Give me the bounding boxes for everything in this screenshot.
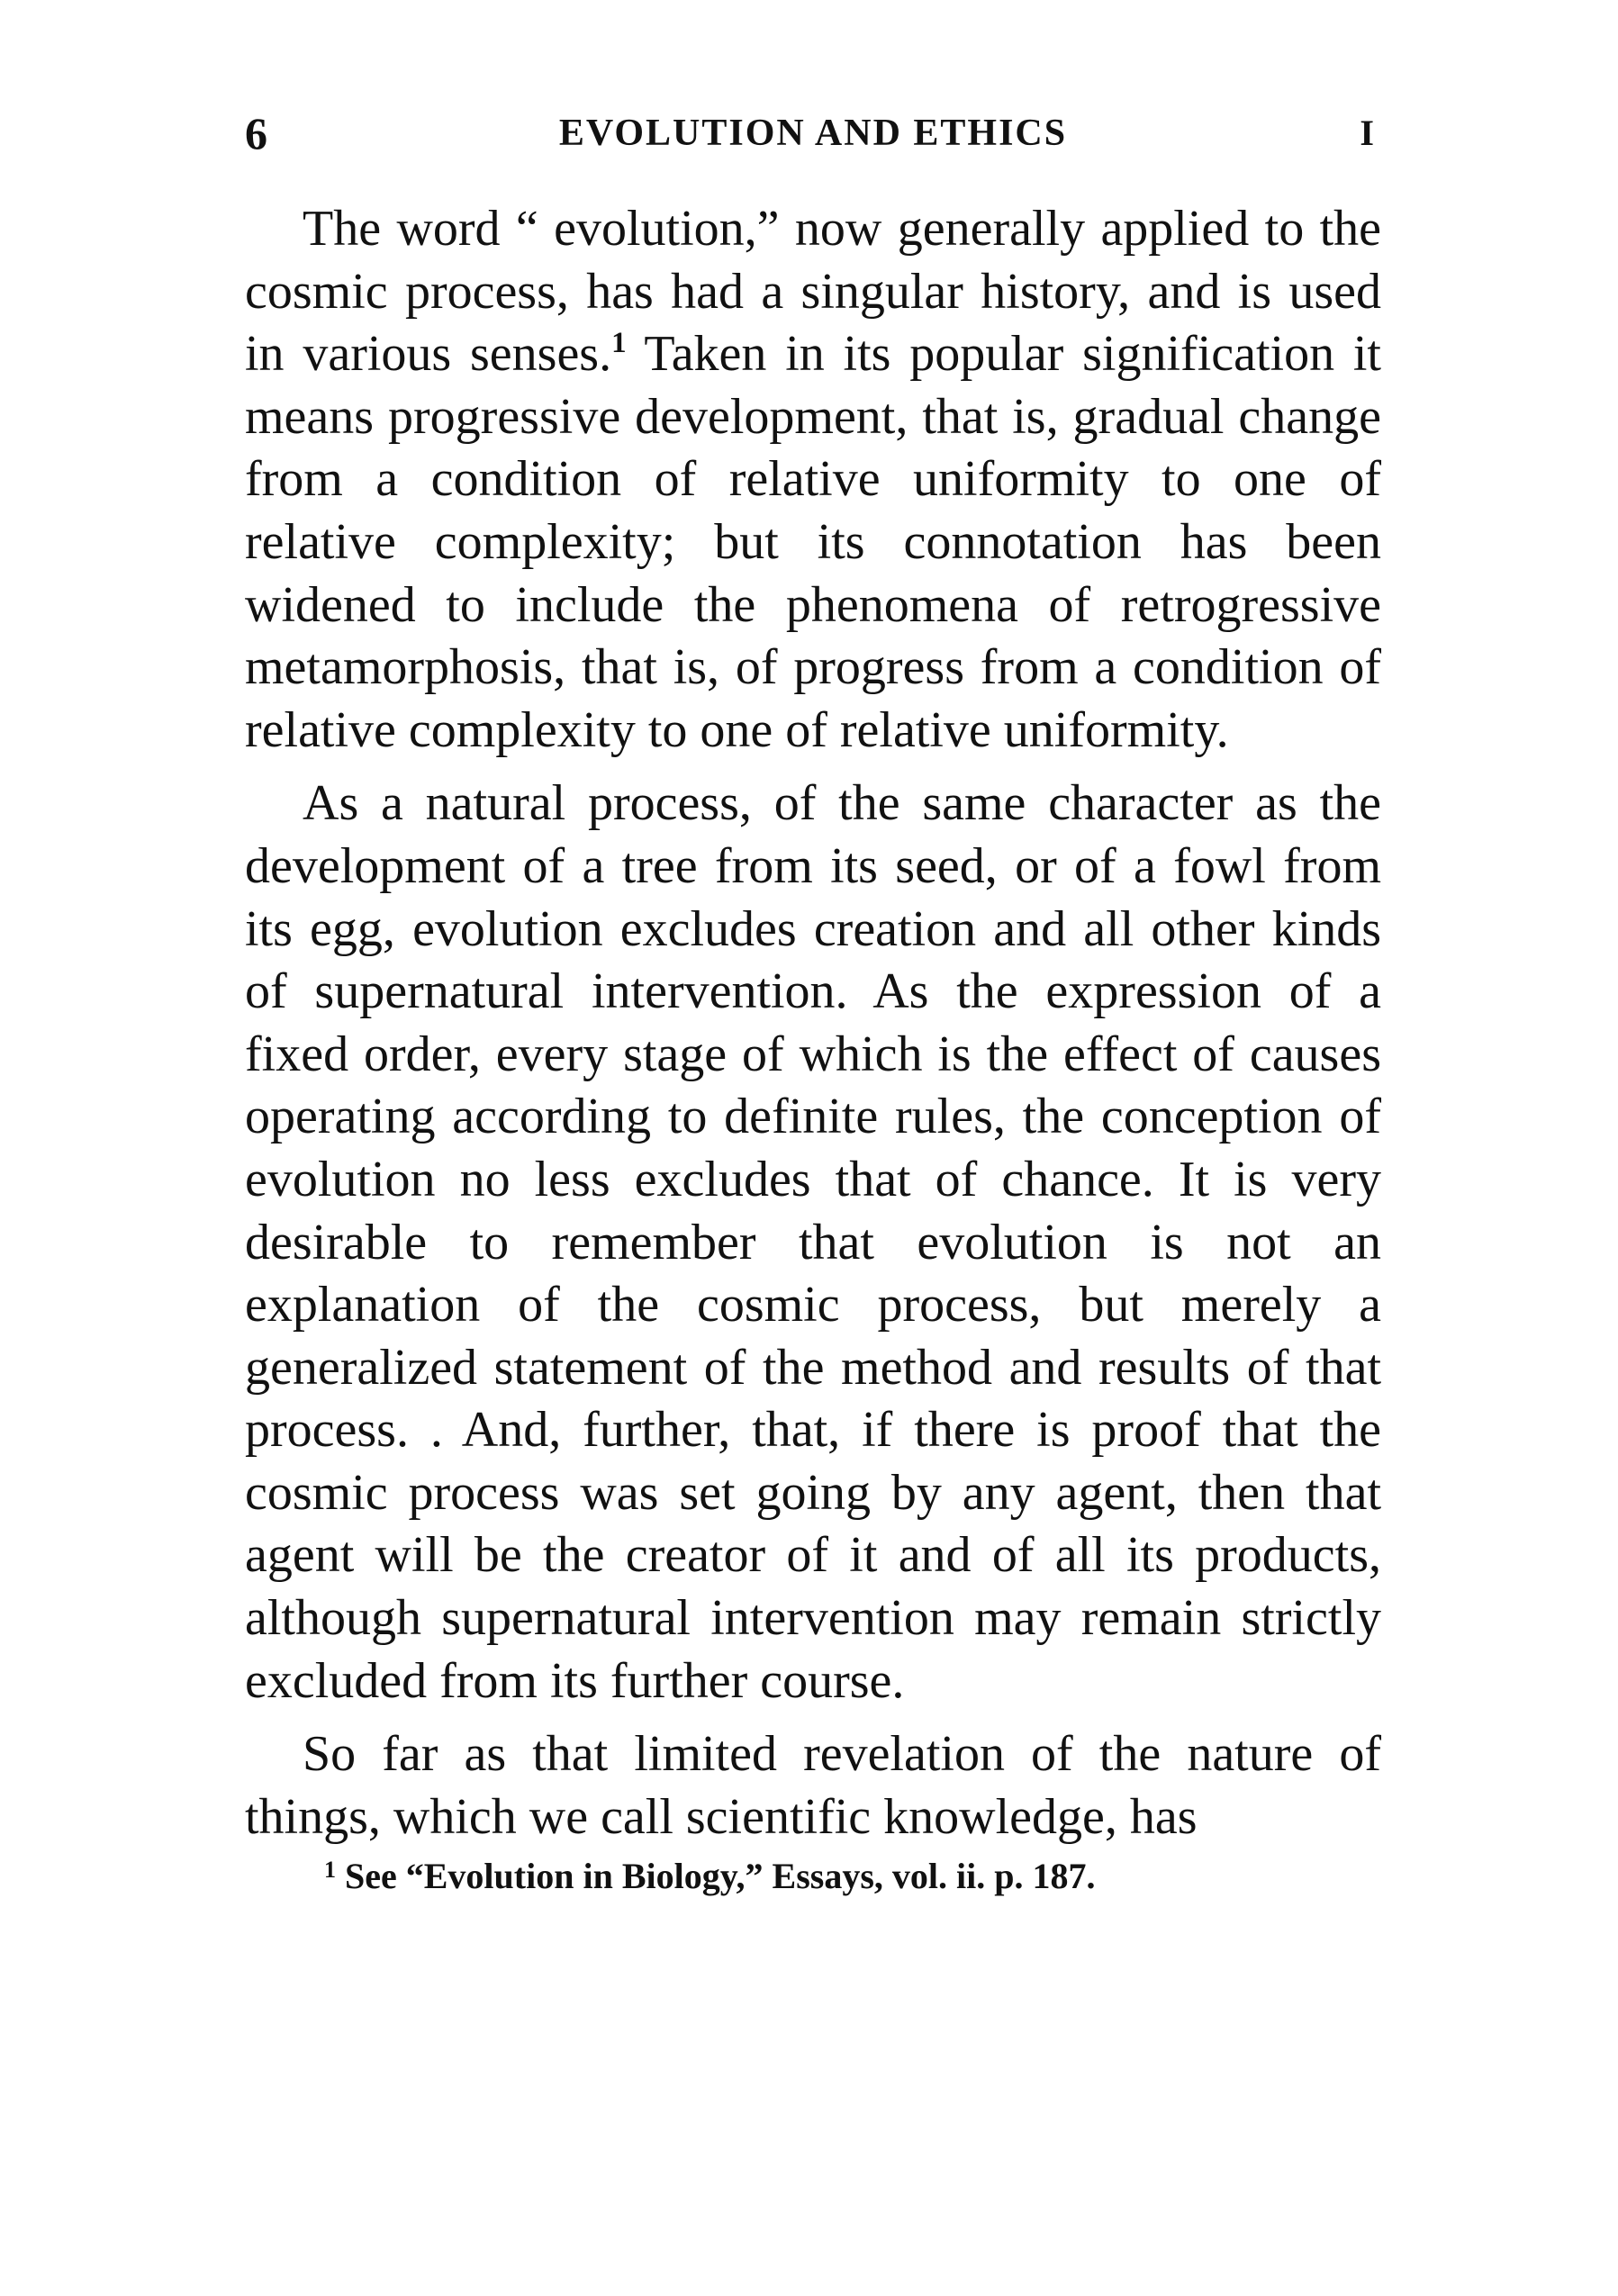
running-title: EVOLUTION AND ETHICS [558,113,1068,154]
paragraph-text: The word “ evolution,” now generally applied to the cosmic process, has had a singular history, and is used in various senses. [245,201,1381,383]
paragraph-text: Taken in its popular signification it means progressive development, that is, gradual change from a condition of relative uniformity to one of relative complexity; but its connotation has been widened to include the phenomena of retrogressive metamorphosis, that is, of progress from a condition of relative complexity to one of relative uniformity. [245,326,1381,758]
paragraph-natural-process: As a natural process, of the same character as the development of a tree from its seed, or of a fowl from its egg, evolution excludes creation and all other kinds of supernatural intervention. As the expression of a fixed order, every stage of which is the effect of causes operating according to definite rules, the conception of evolution no less excludes that of chance. It is very desirable to remember that evolution is not an explanation of the cosmic process, but merely a generalized statement of the method and results of that process. . And, further, that, if there is proof that the cosmic process was set going by any agent, then that agent will be the creator of it and of all its products, although supernatural intervention may remain strictly excluded from its further course. [245,775,1381,1709]
paragraph-evolution-meaning [245,198,1381,762]
body-text [245,198,1381,1849]
footnote-text: See “Evolution in Biology,” Essays, vol. ii. p. 187. [345,1856,1096,1897]
paragraph-scientific-knowledge: So far as that limited revelation of the nature of things, which we call scientific knowledge, has [245,1726,1381,1845]
running-head [245,106,1381,160]
footnote-mark: 1 [324,1857,336,1884]
footnote [245,1854,1381,1899]
footnote-reference: 1 [611,327,627,360]
page-number: 6 [245,108,267,158]
chapter-mark: I [1360,113,1374,153]
book-page [245,106,1381,1899]
